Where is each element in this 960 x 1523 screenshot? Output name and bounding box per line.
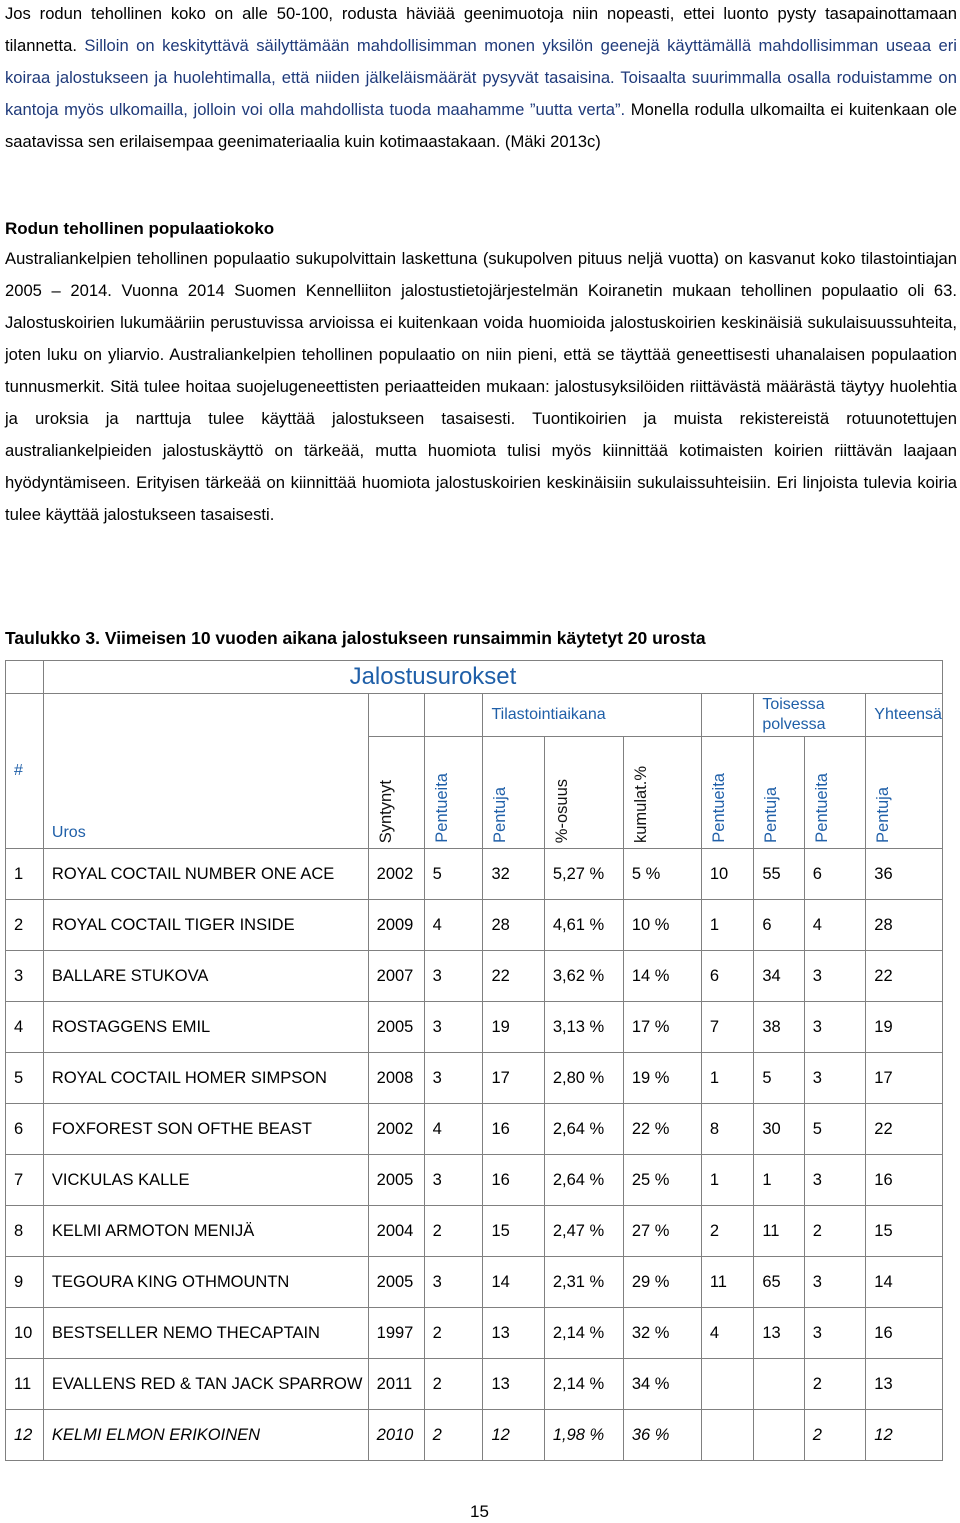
intro-text-1: Jos rodun tehollinen koko on alle 50-100, rodusta häviää geenimuotoja niin nopeasti, ettei luonto pysty tasapainottamaan tilannetta. bbox=[5, 4, 957, 55]
intro-text-4: Monella rodulla ulkomailta ei kuitenkaan ole saatavissa sen erilaisempaa geenimateriaalia kuin kotimaastakaan. (Mäki 2013c) bbox=[5, 100, 957, 151]
col-uros: Uros bbox=[43, 694, 368, 849]
cell-p2: 13 bbox=[754, 1308, 804, 1359]
table-row bbox=[6, 900, 943, 951]
cell-born: 2005 bbox=[368, 1257, 424, 1308]
cell-cum: 10 % bbox=[623, 900, 701, 951]
section-paragraph bbox=[5, 243, 957, 531]
col-pentuja-3 bbox=[866, 737, 943, 849]
intro-text-3: Toisaalta suurimmalla osalla roduistamme on kantoja myös ulkomailla, jolloin voi olla mahdollista tuoda maahamme ”uutta verta”. bbox=[5, 68, 957, 119]
cell-share: 1,98 % bbox=[544, 1410, 623, 1461]
col-syntynyt bbox=[368, 737, 424, 849]
cell-share: 3,13 % bbox=[544, 1002, 623, 1053]
cell-n: 3 bbox=[6, 951, 44, 1002]
intro-text-2: Silloin on keskityttävä säilyttämään mahdollisimman monen yksilön geenejä käyttämällä mahdollisimman useaa eri koiraa jalostukseen ja huolehtimalla, että niiden jälkeläismäärät pysyvät tasaisina. bbox=[5, 36, 957, 87]
col-hash: # bbox=[6, 694, 44, 849]
cell-born: 2002 bbox=[368, 849, 424, 900]
cell-pt: 15 bbox=[866, 1206, 943, 1257]
cell-pups: 32 bbox=[483, 849, 544, 900]
cell-pt: 28 bbox=[866, 900, 943, 951]
cell-p2: 38 bbox=[754, 1002, 804, 1053]
cell-cum: 34 % bbox=[623, 1359, 701, 1410]
cell-pups: 13 bbox=[483, 1308, 544, 1359]
col-kumulat-label: kumulat.% bbox=[631, 765, 650, 843]
table-row bbox=[6, 1257, 943, 1308]
col-pentuja-label: Pentuja bbox=[491, 787, 510, 843]
cell-l2: 7 bbox=[701, 1002, 754, 1053]
cell-share: 2,64 % bbox=[544, 1104, 623, 1155]
cell-name: FOXFOREST SON OFTHE BEAST bbox=[43, 1104, 368, 1155]
cell-pt: 14 bbox=[866, 1257, 943, 1308]
col-pentueita-label: Pentueita bbox=[432, 773, 451, 843]
cell-l2: 11 bbox=[701, 1257, 754, 1308]
cell-born: 2011 bbox=[368, 1359, 424, 1410]
cell-born: 1997 bbox=[368, 1308, 424, 1359]
cell-pt: 19 bbox=[866, 1002, 943, 1053]
cell-pt: 22 bbox=[866, 951, 943, 1002]
cell-n: 10 bbox=[6, 1308, 44, 1359]
table-caption: Taulukko 3. Viimeisen 10 vuoden aikana jalostukseen runsaimmin käytetyt 20 urosta bbox=[5, 628, 706, 648]
cell-p2: 34 bbox=[754, 951, 804, 1002]
cell-litters: 4 bbox=[424, 900, 483, 951]
cell-p2: 5 bbox=[754, 1053, 804, 1104]
cell-lt: 3 bbox=[804, 1308, 866, 1359]
cell-n: 6 bbox=[6, 1104, 44, 1155]
cell-p2 bbox=[754, 1359, 804, 1410]
table-row bbox=[6, 1308, 943, 1359]
cell-share: 2,80 % bbox=[544, 1053, 623, 1104]
cell-name: ROYAL COCTAIL HOMER SIMPSON bbox=[43, 1053, 368, 1104]
col-pentuja bbox=[483, 737, 544, 849]
cell-cum: 17 % bbox=[623, 1002, 701, 1053]
group-empty-1 bbox=[368, 694, 424, 737]
cell-litters: 2 bbox=[424, 1308, 483, 1359]
cell-l2: 6 bbox=[701, 951, 754, 1002]
cell-lt: 4 bbox=[804, 900, 866, 951]
cell-l2: 10 bbox=[701, 849, 754, 900]
table-row bbox=[6, 1002, 943, 1053]
cell-pups: 17 bbox=[483, 1053, 544, 1104]
cell-pups: 14 bbox=[483, 1257, 544, 1308]
cell-l2: 1 bbox=[701, 1053, 754, 1104]
section-text-7: Erityisen tärkeää on kiinnittää huomiota jalostuskoirien keskinäisiin sukulaissuhteisiin. bbox=[130, 473, 771, 492]
cell-n: 4 bbox=[6, 1002, 44, 1053]
cell-litters: 3 bbox=[424, 951, 483, 1002]
cell-pups: 16 bbox=[483, 1155, 544, 1206]
cell-pups: 28 bbox=[483, 900, 544, 951]
cell-pt: 13 bbox=[866, 1359, 943, 1410]
cell-pups: 15 bbox=[483, 1206, 544, 1257]
cell-share: 2,14 % bbox=[544, 1308, 623, 1359]
page-number: 15 bbox=[470, 1502, 489, 1521]
cell-lt: 5 bbox=[804, 1104, 866, 1155]
cell-pups: 12 bbox=[483, 1410, 544, 1461]
cell-cum: 5 % bbox=[623, 849, 701, 900]
cell-born: 2005 bbox=[368, 1155, 424, 1206]
table-row bbox=[6, 951, 943, 1002]
cell-name: ROYAL COCTAIL NUMBER ONE ACE bbox=[43, 849, 368, 900]
col-pentuja-2 bbox=[754, 737, 804, 849]
table-row bbox=[6, 1359, 943, 1410]
cell-l2: 1 bbox=[701, 1155, 754, 1206]
table-corner bbox=[6, 661, 44, 694]
cell-name: EVALLENS RED & TAN JACK SPARROW bbox=[43, 1359, 368, 1410]
col-pentuja-2-label: Pentuja bbox=[762, 787, 781, 843]
col-pentueita-2 bbox=[701, 737, 754, 849]
intro-paragraph bbox=[5, 0, 957, 158]
cell-pups: 22 bbox=[483, 951, 544, 1002]
cell-n: 11 bbox=[6, 1359, 44, 1410]
cell-n: 1 bbox=[6, 849, 44, 900]
cell-litters: 4 bbox=[424, 1104, 483, 1155]
cell-lt: 3 bbox=[804, 1155, 866, 1206]
cell-pt: 17 bbox=[866, 1053, 943, 1104]
cell-n: 7 bbox=[6, 1155, 44, 1206]
cell-pups: 13 bbox=[483, 1359, 544, 1410]
cell-cum: 22 % bbox=[623, 1104, 701, 1155]
cell-pt: 16 bbox=[866, 1308, 943, 1359]
cell-cum: 29 % bbox=[623, 1257, 701, 1308]
cell-litters: 2 bbox=[424, 1359, 483, 1410]
cell-l2 bbox=[701, 1410, 754, 1461]
cell-p2: 1 bbox=[754, 1155, 804, 1206]
section-text-6: Tuontikoirien ja muista rekistereistä rotuunotettujen australiankelpieiden jalostuskäyttö on tärkeää, mutta huomiota tulisi myös kiinnittää kotimaisten koirien riittävän laajaan hyödyntämiseen. bbox=[5, 409, 957, 492]
cell-name: BESTSELLER NEMO THECAPTAIN bbox=[43, 1308, 368, 1359]
cell-share: 3,62 % bbox=[544, 951, 623, 1002]
col-osuus-label: %-osuus bbox=[552, 778, 571, 843]
cell-p2: 55 bbox=[754, 849, 804, 900]
cell-p2: 30 bbox=[754, 1104, 804, 1155]
cell-p2: 11 bbox=[754, 1206, 804, 1257]
col-pentueita-3 bbox=[804, 737, 866, 849]
cell-lt: 2 bbox=[804, 1359, 866, 1410]
cell-l2 bbox=[701, 1359, 754, 1410]
table-row bbox=[6, 1155, 943, 1206]
cell-name: BALLARE STUKOVA bbox=[43, 951, 368, 1002]
col-pentueita-3-label: Pentueita bbox=[812, 773, 831, 843]
cell-born: 2009 bbox=[368, 900, 424, 951]
cell-lt: 3 bbox=[804, 1002, 866, 1053]
cell-cum: 36 % bbox=[623, 1410, 701, 1461]
cell-share: 2,31 % bbox=[544, 1257, 623, 1308]
col-osuus bbox=[544, 737, 623, 849]
cell-name: VICKULAS KALLE bbox=[43, 1155, 368, 1206]
cell-lt: 3 bbox=[804, 1257, 866, 1308]
cell-lt: 3 bbox=[804, 1053, 866, 1104]
table-row bbox=[6, 849, 943, 900]
group-tilastointi: Tilastointiaikana bbox=[483, 694, 701, 737]
cell-l2: 4 bbox=[701, 1308, 754, 1359]
table-title: Jalostusurokset bbox=[43, 661, 942, 694]
stud-table bbox=[5, 660, 943, 1461]
cell-born: 2007 bbox=[368, 951, 424, 1002]
section-text-8: Eri linjoista tulevia koiria tulee käyttää jalostukseen tasaisesti. bbox=[5, 473, 957, 524]
cell-pups: 19 bbox=[483, 1002, 544, 1053]
cell-pt: 12 bbox=[866, 1410, 943, 1461]
cell-p2: 6 bbox=[754, 900, 804, 951]
cell-cum: 19 % bbox=[623, 1053, 701, 1104]
cell-share: 4,61 % bbox=[544, 900, 623, 951]
cell-lt: 3 bbox=[804, 951, 866, 1002]
cell-litters: 3 bbox=[424, 1002, 483, 1053]
cell-n: 5 bbox=[6, 1053, 44, 1104]
cell-name: ROYAL COCTAIL TIGER INSIDE bbox=[43, 900, 368, 951]
cell-pt: 36 bbox=[866, 849, 943, 900]
cell-cum: 32 % bbox=[623, 1308, 701, 1359]
cell-share: 2,14 % bbox=[544, 1359, 623, 1410]
cell-p2 bbox=[754, 1410, 804, 1461]
group-empty-3 bbox=[701, 694, 754, 737]
cell-born: 2010 bbox=[368, 1410, 424, 1461]
table-row bbox=[6, 1104, 943, 1155]
table-row bbox=[6, 1206, 943, 1257]
table-row bbox=[6, 1053, 943, 1104]
section-heading: Rodun tehollinen populaatiokoko bbox=[5, 219, 275, 238]
cell-born: 2004 bbox=[368, 1206, 424, 1257]
cell-l2: 2 bbox=[701, 1206, 754, 1257]
cell-name: ROSTAGGENS EMIL bbox=[43, 1002, 368, 1053]
cell-lt: 2 bbox=[804, 1206, 866, 1257]
cell-cum: 14 % bbox=[623, 951, 701, 1002]
cell-n: 12 bbox=[6, 1410, 44, 1461]
group-toisessa: Toisessa polvessa bbox=[754, 694, 866, 737]
group-empty-2 bbox=[424, 694, 483, 737]
col-kumulat bbox=[623, 737, 701, 849]
cell-pups: 16 bbox=[483, 1104, 544, 1155]
col-pentueita-2-label: Pentueita bbox=[709, 773, 728, 843]
cell-born: 2002 bbox=[368, 1104, 424, 1155]
cell-name: KELMI ARMOTON MENIJÄ bbox=[43, 1206, 368, 1257]
cell-cum: 27 % bbox=[623, 1206, 701, 1257]
cell-litters: 5 bbox=[424, 849, 483, 900]
section-text-5: Sitä tulee hoitaa suojelugeneettisten periaatteiden mukaan: jalostusyksilöiden riittävästä määrästä täytyy huolehtia ja uroksia ja narttuja tulee käyttää jalostukseen tasaisesti. bbox=[5, 377, 957, 428]
cell-lt: 2 bbox=[804, 1410, 866, 1461]
cell-n: 8 bbox=[6, 1206, 44, 1257]
col-syntynyt-label: Syntynyt bbox=[376, 779, 395, 843]
group-yhteensa: Yhteensä bbox=[866, 694, 943, 737]
table-row bbox=[6, 1410, 943, 1461]
cell-n: 9 bbox=[6, 1257, 44, 1308]
cell-born: 2008 bbox=[368, 1053, 424, 1104]
cell-n: 2 bbox=[6, 900, 44, 951]
col-pentueita bbox=[424, 737, 483, 849]
cell-share: 2,47 % bbox=[544, 1206, 623, 1257]
section-text-3: Jalostuskoirien lukumääriin perustuvissa arvioissa ei kuitenkaan voida huomioida jalostuskoirien keskinäisiä sukulaisuussuhteita, joten luku on yliarvio. bbox=[5, 313, 957, 364]
cell-share: 2,64 % bbox=[544, 1155, 623, 1206]
cell-pt: 22 bbox=[866, 1104, 943, 1155]
cell-litters: 3 bbox=[424, 1257, 483, 1308]
cell-pt: 16 bbox=[866, 1155, 943, 1206]
section-text-4: Australiankelpien tehollinen populaatio on niin pieni, että se täyttää geneettisesti uhanalaisen populaation tunnusmerkit. bbox=[5, 345, 957, 396]
cell-litters: 2 bbox=[424, 1410, 483, 1461]
table-body bbox=[6, 849, 943, 1461]
section-text-2: Vuonna 2014 Suomen Kennelliiton jalostustietojärjestelmän Koiranetin mukaan tehollinen populaatio oli 63. bbox=[111, 281, 958, 300]
cell-born: 2005 bbox=[368, 1002, 424, 1053]
cell-litters: 3 bbox=[424, 1155, 483, 1206]
col-pentuja-3-label: Pentuja bbox=[874, 787, 893, 843]
section-text-1: Australiankelpien tehollinen populaatio sukupolvittain laskettuna (sukupolven pituus neljä vuotta) on kasvanut koko tilastointiajan 2005 – 2014. bbox=[5, 249, 957, 300]
cell-litters: 3 bbox=[424, 1053, 483, 1104]
cell-name: TEGOURA KING OTHMOUNTN bbox=[43, 1257, 368, 1308]
cell-share: 5,27 % bbox=[544, 849, 623, 900]
cell-cum: 25 % bbox=[623, 1155, 701, 1206]
cell-name: KELMI ELMON ERIKOINEN bbox=[43, 1410, 368, 1461]
cell-l2: 1 bbox=[701, 900, 754, 951]
cell-l2: 8 bbox=[701, 1104, 754, 1155]
cell-p2: 65 bbox=[754, 1257, 804, 1308]
cell-litters: 2 bbox=[424, 1206, 483, 1257]
cell-lt: 6 bbox=[804, 849, 866, 900]
